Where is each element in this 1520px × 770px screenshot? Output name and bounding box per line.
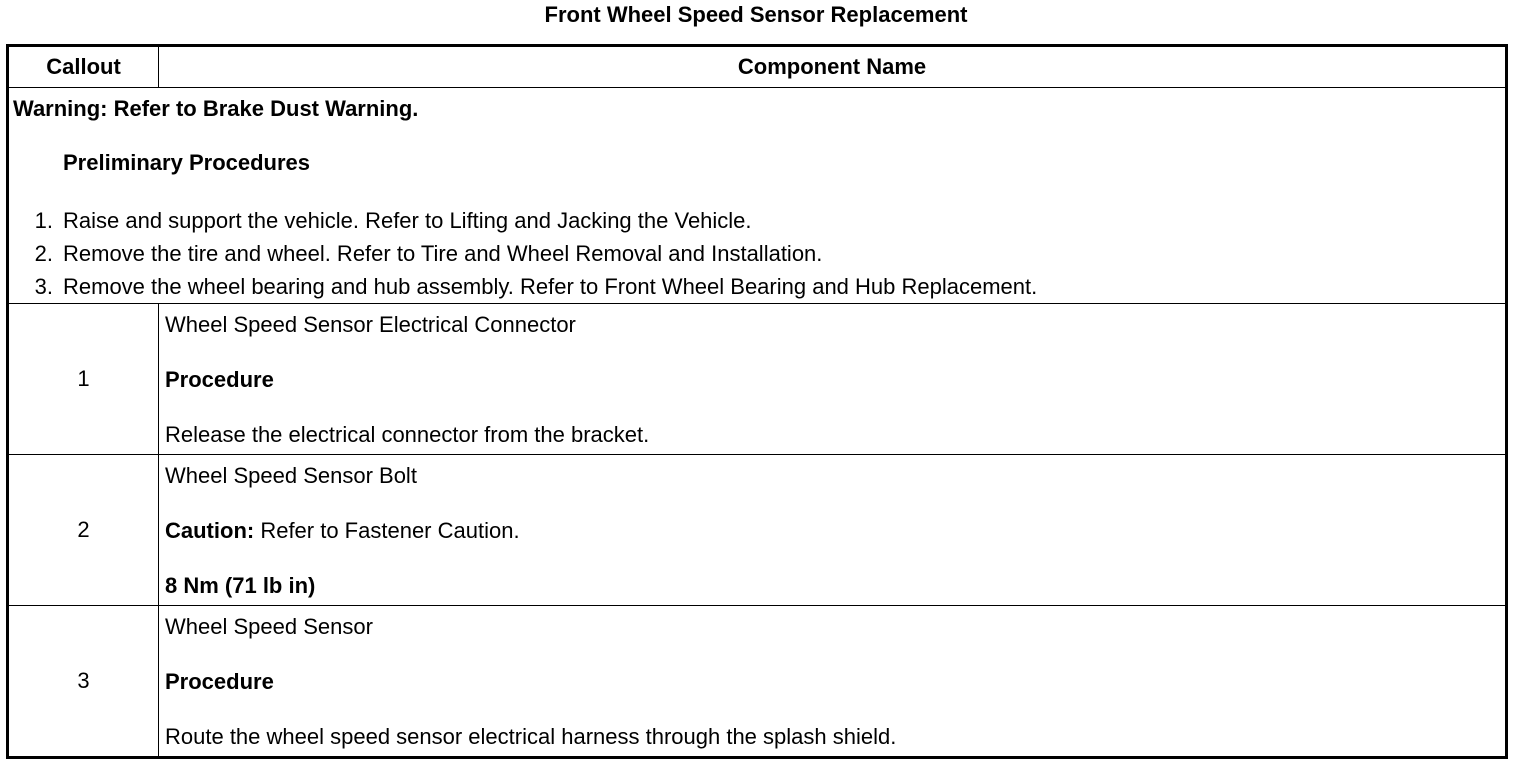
list-item (9, 270, 1505, 303)
component-name: Wheel Speed Sensor (165, 614, 373, 639)
component-name: Wheel Speed Sensor Bolt (165, 463, 417, 488)
component-cell (159, 606, 1507, 758)
step-number: 2. (34, 241, 53, 266)
step-text: Raise and support the vehicle. Refer to Lifting and Jacking the Vehicle. (63, 208, 752, 233)
header-component-name: Component Name (159, 46, 1507, 88)
brake-dust-warning: Warning: Refer to Brake Dust Warning. (13, 96, 419, 121)
callout-number: 1 (8, 304, 159, 455)
table-row (8, 455, 1507, 606)
component-name: Wheel Speed Sensor Electrical Connector (165, 312, 576, 337)
caution-line (165, 518, 1505, 544)
table-row (8, 304, 1507, 455)
component-cell (159, 455, 1507, 606)
step-text: Remove the wheel bearing and hub assembly. Refer to Front Wheel Bearing and Hub Replacement. (63, 274, 1038, 299)
callout-number: 2 (8, 455, 159, 606)
caution-label: Caution: (165, 518, 255, 543)
preliminary-cell (8, 88, 1507, 304)
step-number: 3. (34, 274, 53, 299)
procedure-label: Procedure (165, 367, 274, 392)
preliminary-heading: Preliminary Procedures (63, 150, 311, 175)
torque-spec: 8 Nm (71 lb in) (165, 573, 316, 598)
table-header-row (8, 46, 1507, 88)
component-cell (159, 304, 1507, 455)
procedure-table (6, 44, 1508, 759)
caution-text: Refer to Fastener Caution. (254, 518, 520, 543)
procedure-label: Procedure (165, 669, 274, 694)
step-number: 1. (34, 208, 53, 233)
procedure-detail: Release the electrical connector from the bracket. (165, 422, 650, 447)
step-text: Remove the tire and wheel. Refer to Tire and Wheel Removal and Installation. (63, 241, 823, 266)
list-item (9, 237, 1505, 270)
preliminary-row (8, 88, 1507, 304)
procedure-detail: Route the wheel speed sensor electrical harness through the splash shield. (165, 724, 897, 749)
list-item (9, 204, 1505, 237)
header-callout: Callout (8, 46, 159, 88)
table-row (8, 606, 1507, 758)
callout-number: 3 (8, 606, 159, 758)
preliminary-steps (9, 204, 1505, 303)
document-title: Front Wheel Speed Sensor Replacement (544, 2, 968, 27)
